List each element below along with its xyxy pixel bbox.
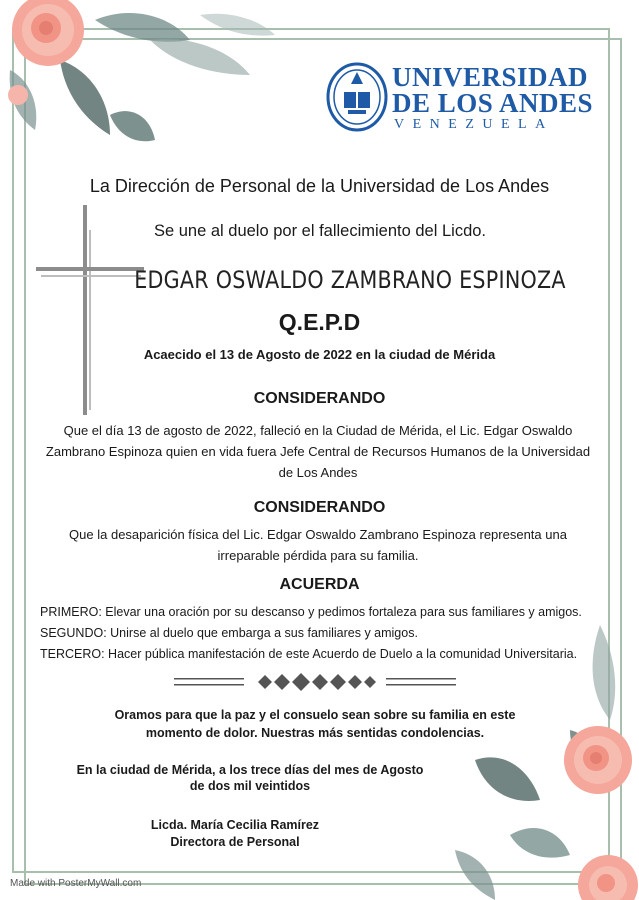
- deceased-name: EDGAR OSWALDO ZAMBRANO ESPINOZA: [134, 266, 566, 294]
- acuerda-item-tercero: TERCERO: Hacer pública manifestación de este Acuerdo de Duelo a la comunidad Universitaria.: [40, 647, 578, 661]
- logo-line1: UNIVERSIDAD: [392, 62, 589, 92]
- university-logo: [326, 62, 594, 134]
- considerando1-line2: Zambrano Espinoza quien en vida fuera Jefe Central de Recursos Humanos de la Universidad: [45, 444, 591, 459]
- considerando-paragraph-2: [38, 524, 598, 566]
- considerando-heading-2: CONSIDERANDO: [253, 499, 386, 516]
- considerando-heading-1: CONSIDERANDO: [253, 390, 386, 407]
- signature-block: [120, 817, 350, 851]
- ornament-divider-icon: [170, 671, 460, 693]
- logo-line2: DE LOS ANDES: [392, 88, 594, 118]
- acuerda-item-primero: PRIMERO: Elevar una oración por su descanso y pedimos fortaleza para sus familiares y amigos.: [40, 605, 582, 619]
- considerando2-line2: irreparable pérdida para su familia.: [217, 548, 419, 563]
- considerando1-line3: de Los Andes: [278, 465, 358, 480]
- acuerda-heading: ACUERDA: [279, 576, 360, 593]
- seal-icon: [326, 62, 388, 132]
- closing-line1: Oramos para que la paz y el consuelo sean sobre su familia en este: [114, 708, 516, 722]
- signature-title: Directora de Personal: [170, 835, 300, 849]
- closing-text: [90, 706, 540, 742]
- considerando1-line1: Que el día 13 de agosto de 2022, falleció en la Ciudad de Mérida, el Lic. Edgar Oswaldo: [63, 423, 573, 438]
- made-with-credit: Made with PosterMyWall.com: [10, 878, 142, 889]
- closing-line2: momento de dolor. Nuestras más sentidas condolencias.: [145, 726, 485, 740]
- city-line1: En la ciudad de Mérida, a los trece días del mes de Agosto: [76, 763, 424, 777]
- direccion-text: La Dirección de Personal de la Universidad de Los Andes: [89, 176, 550, 196]
- qepd-text: Q.E.P.D: [278, 309, 361, 335]
- floral-top-left-icon: [0, 0, 300, 180]
- logo-line3: VENEZUELA: [394, 117, 554, 132]
- city-line2: de dos mil veintidos: [189, 779, 311, 793]
- se-une-text: Se une al duelo por el fallecimiento del Licdo.: [153, 222, 487, 240]
- city-date-text: [50, 762, 450, 794]
- considerando2-line1: Que la desaparición física del Lic. Edgar Oswaldo Zambrano Espinoza representa una: [69, 527, 567, 542]
- signature-name: Licda. María Cecilia Ramírez: [150, 818, 320, 832]
- acuerda-item-segundo: SEGUNDO: Unirse al duelo que embarga a sus familiares y amigos.: [40, 626, 418, 640]
- acaecido-text: Acaecido el 13 de Agosto de 2022 en la ciudad de Mérida: [143, 347, 496, 362]
- acuerda-list: [40, 602, 610, 665]
- considerando-paragraph-1: [38, 420, 598, 483]
